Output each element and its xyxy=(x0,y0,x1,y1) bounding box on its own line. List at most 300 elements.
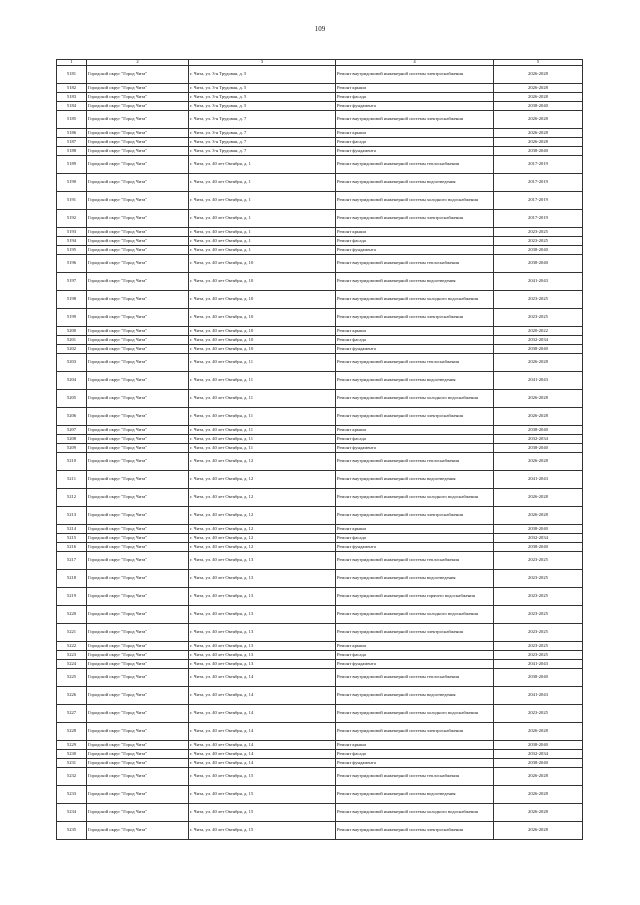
period-cell: 2032-2034 xyxy=(494,534,583,543)
table-row xyxy=(57,291,583,309)
table-row xyxy=(57,723,583,741)
municipality-cell: Городской округ "Город Чита" xyxy=(87,129,189,138)
work-type-cell: Ремонт внутридомовой инженерной системы водоотведения xyxy=(336,471,494,489)
period-cell: 2038-2040 xyxy=(494,525,583,534)
table-row xyxy=(57,111,583,129)
table-row xyxy=(57,552,583,570)
work-type-cell: Ремонт внутридомовой инженерной системы теплоснабжения xyxy=(336,552,494,570)
municipality-cell: Городской округ "Город Чита" xyxy=(87,768,189,786)
row-number-cell: 5187 xyxy=(57,138,87,147)
municipality-cell: Городской округ "Город Чита" xyxy=(87,138,189,147)
municipality-cell: Городской округ "Город Чита" xyxy=(87,723,189,741)
work-type-cell: Ремонт фундамента xyxy=(336,444,494,453)
address-cell: г. Чита, ул. 40 лет Октября, д. 12 xyxy=(189,534,336,543)
period-cell: 2026-2028 xyxy=(494,822,583,840)
address-cell: г. Чита, ул. 40 лет Октября, д. 1 xyxy=(189,246,336,255)
table-row xyxy=(57,768,583,786)
row-number-cell: 5218 xyxy=(57,570,87,588)
work-type-cell: Ремонт крыши xyxy=(336,228,494,237)
row-number-cell: 5226 xyxy=(57,687,87,705)
municipality-cell: Городской округ "Город Чита" xyxy=(87,543,189,552)
work-type-cell: Ремонт внутридомовой инженерной системы холодного водоснабжения xyxy=(336,192,494,210)
address-cell: г. Чита, ул. 40 лет Октября, д. 13 xyxy=(189,651,336,660)
table-row xyxy=(57,651,583,660)
row-number-cell: 5204 xyxy=(57,372,87,390)
table-row xyxy=(57,570,583,588)
period-cell: 2038-2040 xyxy=(494,345,583,354)
municipality-cell: Городской округ "Город Чита" xyxy=(87,786,189,804)
municipality-cell: Городской округ "Город Чита" xyxy=(87,435,189,444)
work-type-cell: Ремонт внутридомовой инженерной системы холодного водоснабжения xyxy=(336,804,494,822)
municipality-cell: Городской округ "Город Чита" xyxy=(87,237,189,246)
table-row xyxy=(57,237,583,246)
table-row xyxy=(57,471,583,489)
address-cell: г. Чита, ул. 40 лет Октября, д. 15 xyxy=(189,822,336,840)
row-number-cell: 5200 xyxy=(57,327,87,336)
period-cell: 2026-2028 xyxy=(494,138,583,147)
table-row xyxy=(57,156,583,174)
work-type-cell: Ремонт внутридомовой инженерной системы электроснабжения xyxy=(336,624,494,642)
municipality-cell: Городской округ "Город Чита" xyxy=(87,759,189,768)
address-cell: г. Чита, ул. 40 лет Октября, д. 12 xyxy=(189,489,336,507)
period-cell: 2026-2028 xyxy=(494,489,583,507)
work-type-cell: Ремонт фасада xyxy=(336,750,494,759)
work-type-cell: Ремонт внутридомовой инженерной системы электроснабжения xyxy=(336,111,494,129)
municipality-cell: Городской округ "Город Чита" xyxy=(87,345,189,354)
period-cell: 2026-2028 xyxy=(494,66,583,84)
period-cell: 2026-2028 xyxy=(494,768,583,786)
municipality-cell: Городской округ "Город Чита" xyxy=(87,741,189,750)
work-type-cell: Ремонт внутридомовой инженерной системы водоотведения xyxy=(336,174,494,192)
work-type-cell: Ремонт внутридомовой инженерной системы теплоснабжения xyxy=(336,354,494,372)
period-cell: 2038-2040 xyxy=(494,147,583,156)
period-cell: 2023-2025 xyxy=(494,291,583,309)
municipality-cell: Городской округ "Город Чита" xyxy=(87,192,189,210)
work-type-cell: Ремонт фундамента xyxy=(336,660,494,669)
period-cell: 2041-2043 xyxy=(494,471,583,489)
period-cell: 2032-2034 xyxy=(494,336,583,345)
row-number-cell: 5203 xyxy=(57,354,87,372)
period-cell: 2026-2028 xyxy=(494,93,583,102)
work-type-cell: Ремонт фасада xyxy=(336,534,494,543)
municipality-cell: Городской округ "Город Чита" xyxy=(87,453,189,471)
municipality-cell: Городской округ "Город Чита" xyxy=(87,246,189,255)
address-cell: г. Чита, ул. 40 лет Октября, д. 10 xyxy=(189,309,336,327)
row-number-cell: 5195 xyxy=(57,246,87,255)
period-cell: 2026-2028 xyxy=(494,453,583,471)
address-cell: г. Чита, ул. 40 лет Октября, д. 11 xyxy=(189,372,336,390)
table-row xyxy=(57,228,583,237)
table-row xyxy=(57,534,583,543)
period-cell: 2026-2028 xyxy=(494,507,583,525)
address-cell: г. Чита, ул. 40 лет Октября, д. 13 xyxy=(189,570,336,588)
address-cell: г. Чита, ул. 40 лет Октября, д. 14 xyxy=(189,705,336,723)
work-type-cell: Ремонт фундамента xyxy=(336,345,494,354)
row-number-cell: 5210 xyxy=(57,453,87,471)
municipality-cell: Городской округ "Город Чита" xyxy=(87,822,189,840)
municipality-cell: Городской округ "Город Чита" xyxy=(87,336,189,345)
period-cell: 2023-2025 xyxy=(494,705,583,723)
municipality-cell: Городской округ "Город Чита" xyxy=(87,390,189,408)
work-type-cell: Ремонт внутридомовой инженерной системы электроснабжения xyxy=(336,210,494,228)
row-number-cell: 5219 xyxy=(57,588,87,606)
row-number-cell: 5205 xyxy=(57,390,87,408)
municipality-cell: Городской округ "Город Чита" xyxy=(87,660,189,669)
address-cell: г. Чита, ул. 3-я Трудовая, д. 5 xyxy=(189,84,336,93)
row-number-cell: 5212 xyxy=(57,489,87,507)
column-header: 5 xyxy=(494,60,583,66)
period-cell: 2032-2034 xyxy=(494,750,583,759)
row-number-cell: 5190 xyxy=(57,174,87,192)
period-cell: 2023-2025 xyxy=(494,552,583,570)
municipality-cell: Городской округ "Город Чита" xyxy=(87,606,189,624)
period-cell: 2023-2025 xyxy=(494,606,583,624)
row-number-cell: 5225 xyxy=(57,669,87,687)
row-number-cell: 5182 xyxy=(57,84,87,93)
municipality-cell: Городской округ "Город Чита" xyxy=(87,210,189,228)
period-cell: 2026-2028 xyxy=(494,354,583,372)
address-cell: г. Чита, ул. 40 лет Октября, д. 1 xyxy=(189,192,336,210)
row-number-cell: 5194 xyxy=(57,237,87,246)
column-header: 3 xyxy=(189,60,336,66)
municipality-cell: Городской округ "Город Чита" xyxy=(87,588,189,606)
work-type-cell: Ремонт крыши xyxy=(336,426,494,435)
row-number-cell: 5221 xyxy=(57,624,87,642)
row-number-cell: 5206 xyxy=(57,408,87,426)
table-row xyxy=(57,390,583,408)
row-number-cell: 5183 xyxy=(57,93,87,102)
period-cell: 2017-2019 xyxy=(494,174,583,192)
work-type-cell: Ремонт фасада xyxy=(336,237,494,246)
address-cell: г. Чита, ул. 40 лет Октября, д. 12 xyxy=(189,543,336,552)
row-number-cell: 5186 xyxy=(57,129,87,138)
municipality-cell: Городской округ "Город Чита" xyxy=(87,642,189,651)
address-cell: г. Чита, ул. 40 лет Октября, д. 15 xyxy=(189,804,336,822)
row-number-cell: 5201 xyxy=(57,336,87,345)
address-cell: г. Чита, ул. 3-я Трудовая, д. 5 xyxy=(189,102,336,111)
row-number-cell: 5223 xyxy=(57,651,87,660)
address-cell: г. Чита, ул. 40 лет Октября, д. 14 xyxy=(189,723,336,741)
address-cell: г. Чита, ул. 40 лет Октября, д. 15 xyxy=(189,786,336,804)
address-cell: г. Чита, ул. 40 лет Октября, д. 13 xyxy=(189,642,336,651)
work-type-cell: Ремонт внутридомовой инженерной системы теплоснабжения xyxy=(336,156,494,174)
address-cell: г. Чита, ул. 40 лет Октября, д. 13 xyxy=(189,660,336,669)
address-cell: г. Чита, ул. 40 лет Октября, д. 14 xyxy=(189,669,336,687)
work-type-cell: Ремонт внутридомовой инженерной системы водоотведения xyxy=(336,372,494,390)
row-number-cell: 5189 xyxy=(57,156,87,174)
period-cell: 2032-2034 xyxy=(494,435,583,444)
work-type-cell: Ремонт внутридомовой инженерной системы электроснабжения xyxy=(336,822,494,840)
table-row xyxy=(57,687,583,705)
work-type-cell: Ремонт крыши xyxy=(336,525,494,534)
table-row xyxy=(57,336,583,345)
row-number-cell: 5209 xyxy=(57,444,87,453)
work-type-cell: Ремонт крыши xyxy=(336,327,494,336)
work-type-cell: Ремонт внутридомовой инженерной системы теплоснабжения xyxy=(336,669,494,687)
address-cell: г. Чита, ул. 40 лет Октября, д. 12 xyxy=(189,453,336,471)
address-cell: г. Чита, ул. 3-я Трудовая, д. 7 xyxy=(189,138,336,147)
address-cell: г. Чита, ул. 40 лет Октября, д. 13 xyxy=(189,624,336,642)
municipality-cell: Городской округ "Город Чита" xyxy=(87,471,189,489)
table-row xyxy=(57,426,583,435)
work-type-cell: Ремонт внутридомовой инженерной системы горячего водоснабжения xyxy=(336,588,494,606)
municipality-cell: Городской округ "Город Чита" xyxy=(87,174,189,192)
address-cell: г. Чита, ул. 40 лет Октября, д. 10 xyxy=(189,336,336,345)
period-cell: 2026-2028 xyxy=(494,111,583,129)
row-number-cell: 5233 xyxy=(57,786,87,804)
table-row xyxy=(57,192,583,210)
period-cell: 2023-2025 xyxy=(494,309,583,327)
table-row xyxy=(57,786,583,804)
municipality-cell: Городской округ "Город Чита" xyxy=(87,93,189,102)
address-cell: г. Чита, ул. 3-я Трудовая, д. 7 xyxy=(189,111,336,129)
municipality-cell: Городской округ "Город Чита" xyxy=(87,102,189,111)
address-cell: г. Чита, ул. 40 лет Октября, д. 11 xyxy=(189,426,336,435)
table-row xyxy=(57,147,583,156)
period-cell: 2026-2028 xyxy=(494,390,583,408)
work-type-cell: Ремонт внутридомовой инженерной системы холодного водоснабжения xyxy=(336,390,494,408)
row-number-cell: 5228 xyxy=(57,723,87,741)
period-cell: 2020-2022 xyxy=(494,327,583,336)
row-number-cell: 5192 xyxy=(57,210,87,228)
work-type-cell: Ремонт внутридомовой инженерной системы теплоснабжения xyxy=(336,768,494,786)
municipality-cell: Городской округ "Город Чита" xyxy=(87,552,189,570)
address-cell: г. Чита, ул. 40 лет Октября, д. 11 xyxy=(189,435,336,444)
address-cell: г. Чита, ул. 40 лет Октября, д. 1 xyxy=(189,228,336,237)
period-cell: 2038-2040 xyxy=(494,246,583,255)
row-number-cell: 5211 xyxy=(57,471,87,489)
period-cell: 2023-2025 xyxy=(494,237,583,246)
period-cell: 2038-2040 xyxy=(494,543,583,552)
table-row xyxy=(57,129,583,138)
table-row xyxy=(57,525,583,534)
period-cell: 2038-2040 xyxy=(494,255,583,273)
column-header: 2 xyxy=(87,60,189,66)
address-cell: г. Чита, ул. 40 лет Октября, д. 14 xyxy=(189,687,336,705)
row-number-cell: 5213 xyxy=(57,507,87,525)
work-type-cell: Ремонт внутридомовой инженерной системы водоотведения xyxy=(336,786,494,804)
period-cell: 2023-2025 xyxy=(494,624,583,642)
row-number-cell: 5215 xyxy=(57,534,87,543)
municipality-cell: Городской округ "Город Чита" xyxy=(87,570,189,588)
table-row xyxy=(57,327,583,336)
period-cell: 2041-2043 xyxy=(494,660,583,669)
work-type-cell: Ремонт внутридомовой инженерной системы электроснабжения xyxy=(336,723,494,741)
municipality-cell: Городской округ "Город Чита" xyxy=(87,327,189,336)
table-row xyxy=(57,273,583,291)
row-number-cell: 5191 xyxy=(57,192,87,210)
address-cell: г. Чита, ул. 40 лет Октября, д. 10 xyxy=(189,255,336,273)
period-cell: 2041-2043 xyxy=(494,372,583,390)
municipality-cell: Городской округ "Город Чита" xyxy=(87,156,189,174)
address-cell: г. Чита, ул. 40 лет Октября, д. 11 xyxy=(189,390,336,408)
municipality-cell: Городской округ "Город Чита" xyxy=(87,489,189,507)
work-type-cell: Ремонт фундамента xyxy=(336,759,494,768)
municipality-cell: Городской округ "Город Чита" xyxy=(87,147,189,156)
table-row xyxy=(57,669,583,687)
work-type-cell: Ремонт фасада xyxy=(336,138,494,147)
address-cell: г. Чита, ул. 3-я Трудовая, д. 5 xyxy=(189,66,336,84)
address-cell: г. Чита, ул. 40 лет Октября, д. 12 xyxy=(189,507,336,525)
column-header: 4 xyxy=(336,60,494,66)
municipality-cell: Городской округ "Город Чита" xyxy=(87,624,189,642)
municipality-cell: Городской округ "Город Чита" xyxy=(87,804,189,822)
work-type-cell: Ремонт внутридомовой инженерной системы теплоснабжения xyxy=(336,255,494,273)
table-row xyxy=(57,444,583,453)
address-cell: г. Чита, ул. 40 лет Октября, д. 1 xyxy=(189,210,336,228)
work-type-cell: Ремонт внутридомовой инженерной системы водоотведения xyxy=(336,570,494,588)
work-type-cell: Ремонт внутридомовой инженерной системы холодного водоснабжения xyxy=(336,705,494,723)
row-number-cell: 5198 xyxy=(57,291,87,309)
table-row xyxy=(57,759,583,768)
table-row xyxy=(57,705,583,723)
table-row xyxy=(57,84,583,93)
address-cell: г. Чита, ул. 3-я Трудовая, д. 7 xyxy=(189,129,336,138)
work-type-cell: Ремонт внутридомовой инженерной системы холодного водоснабжения xyxy=(336,489,494,507)
address-cell: г. Чита, ул. 40 лет Октября, д. 14 xyxy=(189,759,336,768)
period-cell: 2026-2028 xyxy=(494,84,583,93)
row-number-cell: 5214 xyxy=(57,525,87,534)
row-number-cell: 5231 xyxy=(57,759,87,768)
table-row xyxy=(57,489,583,507)
municipality-cell: Городской округ "Город Чита" xyxy=(87,354,189,372)
table-row xyxy=(57,435,583,444)
table-row xyxy=(57,507,583,525)
row-number-cell: 5217 xyxy=(57,552,87,570)
table-row xyxy=(57,408,583,426)
row-number-cell: 5185 xyxy=(57,111,87,129)
municipality-cell: Городской округ "Город Чита" xyxy=(87,228,189,237)
address-cell: г. Чита, ул. 40 лет Октября, д. 13 xyxy=(189,552,336,570)
period-cell: 2023-2025 xyxy=(494,570,583,588)
row-number-cell: 5193 xyxy=(57,228,87,237)
period-cell: 2017-2019 xyxy=(494,210,583,228)
row-number-cell: 5207 xyxy=(57,426,87,435)
period-cell: 2026-2028 xyxy=(494,723,583,741)
work-type-cell: Ремонт внутридомовой инженерной системы электроснабжения xyxy=(336,507,494,525)
municipality-cell: Городской округ "Город Чита" xyxy=(87,444,189,453)
municipality-cell: Городской округ "Город Чита" xyxy=(87,273,189,291)
row-number-cell: 5202 xyxy=(57,345,87,354)
row-number-cell: 5208 xyxy=(57,435,87,444)
period-cell: 2017-2019 xyxy=(494,156,583,174)
table-row xyxy=(57,138,583,147)
page-number: 109 xyxy=(314,25,326,33)
period-cell: 2038-2040 xyxy=(494,741,583,750)
municipality-cell: Городской округ "Город Чита" xyxy=(87,111,189,129)
row-number-cell: 5234 xyxy=(57,804,87,822)
address-cell: г. Чита, ул. 40 лет Октября, д. 10 xyxy=(189,291,336,309)
work-type-cell: Ремонт крыши xyxy=(336,741,494,750)
municipality-cell: Городской округ "Город Чита" xyxy=(87,525,189,534)
municipality-cell: Городской округ "Город Чита" xyxy=(87,534,189,543)
work-type-cell: Ремонт внутридомовой инженерной системы электроснабжения xyxy=(336,309,494,327)
address-cell: г. Чита, ул. 40 лет Октября, д. 12 xyxy=(189,471,336,489)
work-type-cell: Ремонт внутридомовой инженерной системы водоотведения xyxy=(336,273,494,291)
municipality-cell: Городской округ "Город Чита" xyxy=(87,408,189,426)
address-cell: г. Чита, ул. 40 лет Октября, д. 15 xyxy=(189,768,336,786)
table-row xyxy=(57,822,583,840)
table-row xyxy=(57,606,583,624)
address-cell: г. Чита, ул. 40 лет Октября, д. 13 xyxy=(189,588,336,606)
municipality-cell: Городской округ "Город Чита" xyxy=(87,750,189,759)
work-type-cell: Ремонт фасада xyxy=(336,93,494,102)
period-cell: 2023-2025 xyxy=(494,228,583,237)
row-number-cell: 5197 xyxy=(57,273,87,291)
work-type-cell: Ремонт внутридомовой инженерной системы водоотведения xyxy=(336,687,494,705)
municipality-cell: Городской округ "Город Чита" xyxy=(87,651,189,660)
table-row xyxy=(57,453,583,471)
municipality-cell: Городской округ "Город Чита" xyxy=(87,687,189,705)
work-type-cell: Ремонт фундамента xyxy=(336,543,494,552)
work-type-cell: Ремонт внутридомовой инженерной системы холодного водоснабжения xyxy=(336,291,494,309)
address-cell: г. Чита, ул. 40 лет Октября, д. 11 xyxy=(189,408,336,426)
row-number-cell: 5229 xyxy=(57,741,87,750)
work-type-cell: Ремонт внутридомовой инженерной системы электроснабжения xyxy=(336,408,494,426)
row-number-cell: 5188 xyxy=(57,147,87,156)
period-cell: 2026-2028 xyxy=(494,804,583,822)
table-row xyxy=(57,255,583,273)
row-number-cell: 5216 xyxy=(57,543,87,552)
table-row xyxy=(57,624,583,642)
period-cell: 2026-2028 xyxy=(494,129,583,138)
period-cell: 2041-2043 xyxy=(494,687,583,705)
work-type-cell: Ремонт фасада xyxy=(336,336,494,345)
period-cell: 2038-2040 xyxy=(494,669,583,687)
address-cell: г. Чита, ул. 3-я Трудовая, д. 5 xyxy=(189,93,336,102)
address-cell: г. Чита, ул. 40 лет Октября, д. 10 xyxy=(189,327,336,336)
address-cell: г. Чита, ул. 40 лет Октября, д. 10 xyxy=(189,345,336,354)
period-cell: 2038-2040 xyxy=(494,426,583,435)
municipality-cell: Городской округ "Город Чита" xyxy=(87,84,189,93)
period-cell: 2023-2025 xyxy=(494,651,583,660)
table-row xyxy=(57,660,583,669)
period-cell: 2026-2028 xyxy=(494,786,583,804)
row-number-cell: 5232 xyxy=(57,768,87,786)
table-row xyxy=(57,804,583,822)
work-type-cell: Ремонт крыши xyxy=(336,129,494,138)
period-cell: 2023-2025 xyxy=(494,588,583,606)
period-cell: 2026-2028 xyxy=(494,408,583,426)
work-type-cell: Ремонт крыши xyxy=(336,642,494,651)
table-row xyxy=(57,246,583,255)
table-row xyxy=(57,309,583,327)
column-header: 1 xyxy=(57,60,87,66)
municipality-cell: Городской округ "Город Чита" xyxy=(87,66,189,84)
table-row xyxy=(57,93,583,102)
period-cell: 2038-2040 xyxy=(494,444,583,453)
work-type-cell: Ремонт внутридомовой инженерной системы электроснабжения xyxy=(336,66,494,84)
municipality-cell: Городской округ "Город Чита" xyxy=(87,291,189,309)
table-row xyxy=(57,345,583,354)
work-type-cell: Ремонт внутридомовой инженерной системы теплоснабжения xyxy=(336,453,494,471)
table-row xyxy=(57,543,583,552)
address-cell: г. Чита, ул. 40 лет Октября, д. 12 xyxy=(189,525,336,534)
address-cell: г. Чита, ул. 40 лет Октября, д. 11 xyxy=(189,354,336,372)
municipality-cell: Городской округ "Город Чита" xyxy=(87,507,189,525)
municipality-cell: Городской округ "Город Чита" xyxy=(87,426,189,435)
municipality-cell: Городской округ "Город Чита" xyxy=(87,705,189,723)
row-number-cell: 5220 xyxy=(57,606,87,624)
work-type-cell: Ремонт фасада xyxy=(336,435,494,444)
work-type-cell: Ремонт фундамента xyxy=(336,246,494,255)
table-row xyxy=(57,372,583,390)
address-cell: г. Чита, ул. 40 лет Октября, д. 1 xyxy=(189,237,336,246)
row-number-cell: 5181 xyxy=(57,66,87,84)
work-type-cell: Ремонт фундамента xyxy=(336,147,494,156)
table-row xyxy=(57,741,583,750)
period-cell: 2017-2019 xyxy=(494,192,583,210)
